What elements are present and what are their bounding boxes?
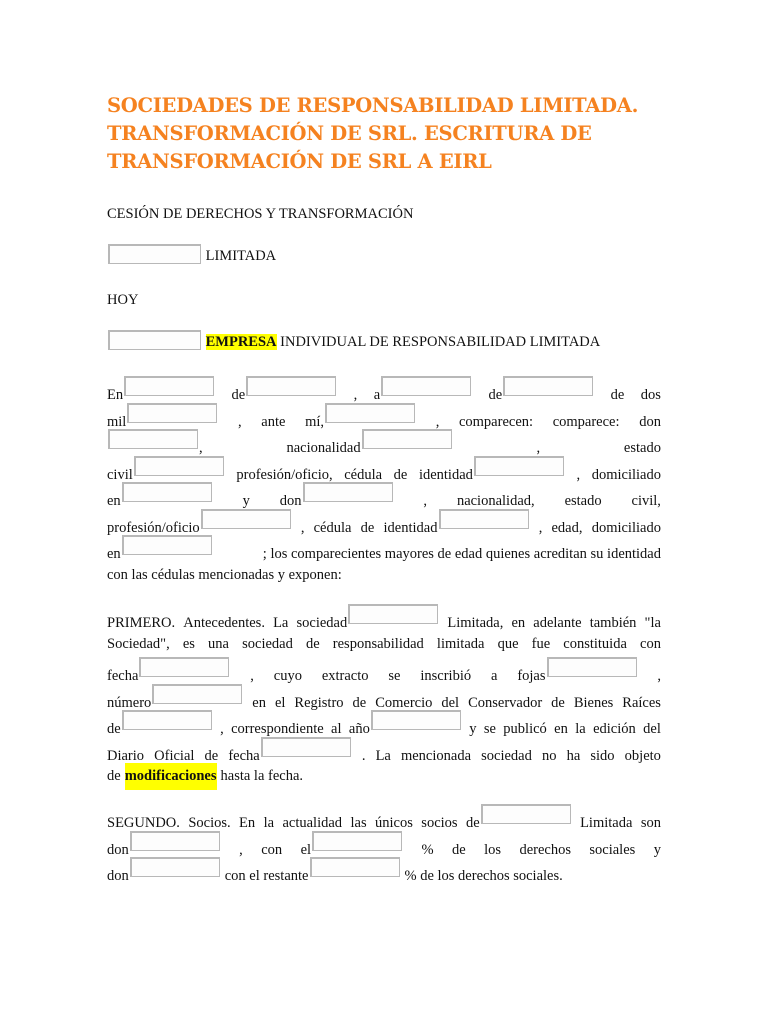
appearer1-address-field[interactable] — [122, 482, 212, 502]
paragraph-line: SEGUNDO. Socios. En la actualidad las únicos socios de Limitada son — [107, 804, 661, 831]
day-field[interactable] — [124, 376, 214, 396]
paragraph-line: número en el Registro de Comercio del Conservador de Bienes Raíces — [107, 684, 661, 711]
appearer1-name-field[interactable] — [108, 429, 198, 449]
appearer1-id-field[interactable] — [474, 456, 564, 476]
eirl-label: INDIVIDUAL DE RESPONSABILIDAD LIMITADA — [280, 334, 601, 350]
appearer2-id-field[interactable] — [439, 509, 529, 529]
appearer1-civil-field[interactable] — [134, 456, 224, 476]
registry-year-field[interactable] — [371, 710, 461, 730]
partner2-name-field[interactable] — [130, 857, 220, 877]
paragraph-line: , nacionalidad , estado — [107, 429, 661, 456]
paragraph-line: fecha , cuyo extracto se inscribió a fojas , — [107, 657, 661, 684]
paragraph-line: de , correspondiente al año y se publicó en la edición del — [107, 710, 661, 737]
paragraph-line: don con el restante % de los derechos sociales. — [107, 857, 661, 884]
eirl-line — [107, 330, 600, 351]
appearer2-profession-field[interactable] — [201, 509, 291, 529]
section-subtitle: CESIÓN DE DERECHOS Y TRANSFORMACIÓN — [107, 206, 414, 222]
paragraph-line: mil , ante mí, , comparecen: comparece: don — [107, 403, 661, 430]
year-field[interactable] — [127, 403, 217, 423]
gazette-date-field[interactable] — [261, 737, 351, 757]
notary-field[interactable] — [325, 403, 415, 423]
paragraph-line: de modificaciones hasta la fecha. — [107, 763, 661, 790]
paragraph-line: Diario Oficial de fecha . La mencionada sociedad no ha sido objeto — [107, 737, 661, 764]
paragraph-line: Sociedad", es una sociedad de responsabilidad limitada que fue constituida con — [107, 635, 661, 652]
company-name-field[interactable] — [108, 244, 201, 264]
registry-number-field[interactable] — [152, 684, 242, 704]
paragraph-line: don , con el % de los derechos sociales y — [107, 831, 661, 858]
modificaciones-highlight: modificaciones — [125, 763, 217, 790]
partner2-percent-field[interactable] — [310, 857, 400, 877]
date-field[interactable] — [381, 376, 471, 396]
appearer2-name-field[interactable] — [303, 482, 393, 502]
fojas-field[interactable] — [547, 657, 637, 677]
month2-field[interactable] — [503, 376, 593, 396]
society-name-field[interactable] — [348, 604, 438, 624]
hoy-label: HOY — [107, 292, 139, 308]
segundo-paragraph — [107, 804, 661, 884]
title-line-2: TRANSFORMACIÓN DE SRL. ESCRITURA DE — [107, 122, 592, 145]
limitada-line — [107, 244, 276, 265]
limitada-label: LIMITADA — [205, 248, 277, 264]
paragraph-line: PRIMERO. Antecedentes. La sociedad Limitada, en adelante también "la — [107, 604, 661, 631]
title-line-3: TRANSFORMACIÓN DE SRL A EIRL — [107, 150, 492, 173]
appearer2-address-field[interactable] — [122, 535, 212, 555]
partner1-name-field[interactable] — [130, 831, 220, 851]
paragraph-line: en y don , nacionalidad, estado civil, — [107, 482, 661, 509]
primero-paragraph — [107, 604, 661, 790]
constitution-date-field[interactable] — [139, 657, 229, 677]
paragraph-line: con las cédulas mencionadas y exponen: — [107, 566, 342, 583]
comparecencia-paragraph — [107, 376, 661, 588]
eirl-name-field[interactable] — [108, 330, 201, 350]
paragraph-line: profesión/oficio , cédula de identidad , edad, domiciliado — [107, 509, 661, 536]
paragraph-line: En de , a de de dos — [107, 376, 661, 403]
appearer1-nationality-field[interactable] — [362, 429, 452, 449]
empresa-highlight: EMPRESA — [205, 334, 277, 350]
registry-city-field[interactable] — [122, 710, 212, 730]
document-title — [107, 92, 661, 176]
month-field[interactable] — [246, 376, 336, 396]
title-line-1: SOCIEDADES DE RESPONSABILIDAD LIMITADA. — [107, 94, 639, 117]
segundo-society-field[interactable] — [481, 804, 571, 824]
partner1-percent-field[interactable] — [312, 831, 402, 851]
paragraph-line: en ; los comparecientes mayores de edad quienes acreditan su identidad — [107, 535, 661, 562]
paragraph-line: civil profesión/oficio, cédula de identidad , domiciliado — [107, 456, 661, 483]
